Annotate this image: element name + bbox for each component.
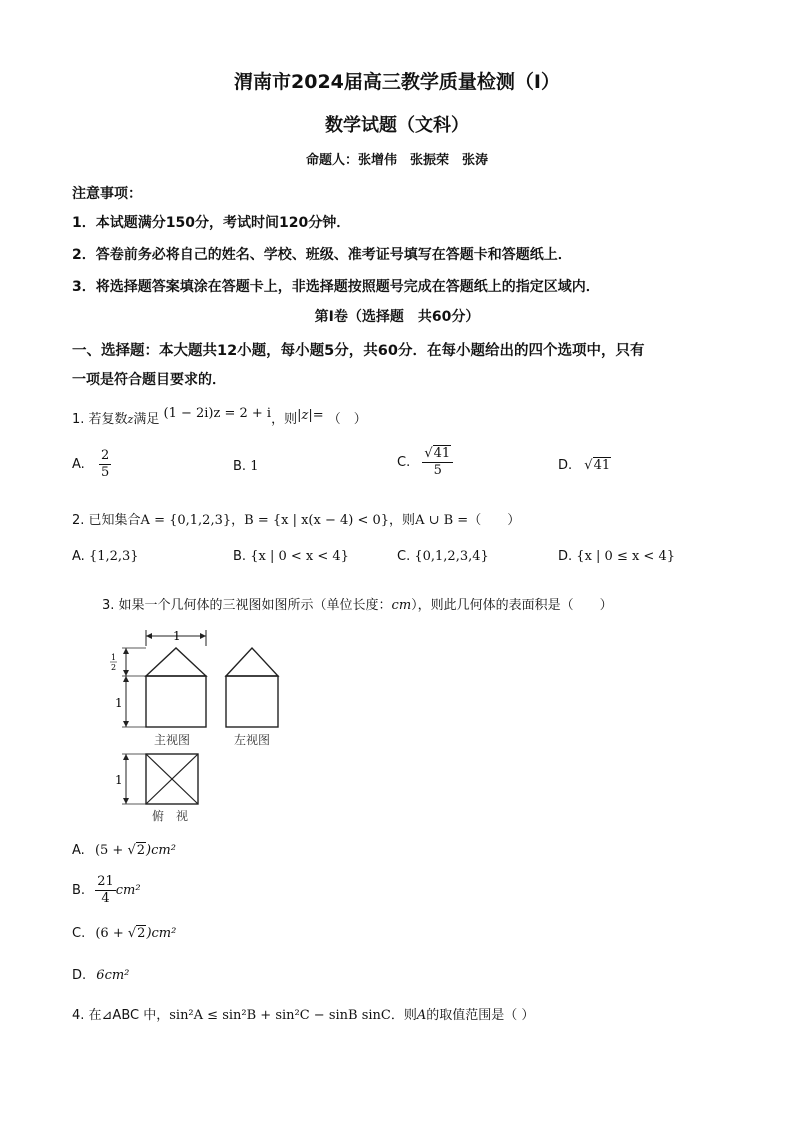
q4-prefix: 4. 在⊿ABC 中， bbox=[72, 1008, 170, 1023]
option-label: D. bbox=[72, 968, 87, 983]
q3-unit: cm bbox=[391, 598, 412, 613]
left-view-roof bbox=[226, 648, 278, 676]
option-value: {x | 0 < x < 4} bbox=[250, 549, 349, 564]
option-value bbox=[95, 926, 176, 941]
expr-part: )cm² bbox=[146, 926, 177, 941]
radicand: 2 bbox=[137, 926, 146, 941]
option-label: B. bbox=[233, 549, 247, 564]
q1-paren: （ ） bbox=[327, 412, 367, 427]
q1-option-a bbox=[72, 448, 111, 481]
option-value bbox=[95, 843, 176, 858]
dim-top-label: 1 bbox=[173, 629, 181, 643]
option-label: C. bbox=[397, 549, 411, 564]
q4-tail: ．则 bbox=[390, 1008, 417, 1023]
q2-tail: ，则 bbox=[389, 513, 416, 528]
q2-union: A ∪ B = bbox=[415, 513, 469, 528]
q4-expr: sin²A ≤ sin²B + sin²C − sinB sinC bbox=[169, 1008, 391, 1023]
exam-title: 渭南市2024届高三教学质量检测（Ⅰ） bbox=[234, 71, 560, 93]
q2-option-d bbox=[558, 549, 675, 564]
q1-option-d bbox=[558, 458, 611, 473]
exam-subject: 数学试题（文科） bbox=[325, 115, 469, 136]
dim-side-label: 1 bbox=[115, 696, 123, 710]
note-item: 3．将选择题答案填涂在答题卡上，非选择题按照题号完成在答题纸上的指定区域内． bbox=[72, 279, 600, 295]
q2-sep: ， bbox=[231, 513, 245, 528]
arrow-head bbox=[123, 798, 129, 804]
expr-part: )cm² bbox=[146, 843, 176, 858]
arrow-head bbox=[123, 721, 129, 727]
q2-option-c bbox=[397, 549, 489, 564]
denominator: 4 bbox=[101, 891, 110, 906]
q3-text: 3. 如果一个几何体的三视图如图所示（单位长度： bbox=[102, 598, 392, 613]
q4-var: A bbox=[416, 1008, 427, 1023]
q2-set-a: A = {0,1,2,3} bbox=[140, 513, 232, 528]
fraction bbox=[422, 446, 453, 479]
arrow-head bbox=[123, 676, 129, 682]
numerator: 21 bbox=[97, 874, 114, 889]
radicand: 2 bbox=[136, 843, 146, 858]
arrow-head bbox=[123, 754, 129, 760]
q3-option-a bbox=[72, 843, 176, 858]
left-view-body bbox=[226, 676, 278, 727]
option-label: D. bbox=[558, 549, 573, 564]
numerator: 2 bbox=[100, 448, 110, 463]
expr-part: (5 + bbox=[94, 843, 128, 858]
dim-bottom-label: 1 bbox=[115, 773, 123, 787]
fraction bbox=[99, 448, 111, 481]
option-value: 1 bbox=[250, 459, 259, 474]
section-title: 第Ⅰ卷（选择题 共60分） bbox=[314, 309, 480, 325]
question-2-stem bbox=[72, 509, 520, 528]
option-value: 6cm² bbox=[96, 968, 130, 983]
option-label: A. bbox=[72, 457, 85, 472]
three-view-figure bbox=[100, 626, 300, 826]
option-label: A. bbox=[72, 843, 85, 858]
q2-set-b: B = {x | x(x − 4) < 0} bbox=[244, 513, 390, 528]
q1-equation: (1 − 2i)z = 2 + i bbox=[163, 406, 272, 421]
exam-authors: 命题人：张增伟 张振荣 张涛 bbox=[305, 153, 488, 168]
q2-prefix: 2. 已知集合 bbox=[72, 513, 141, 528]
q1-option-b bbox=[233, 459, 258, 474]
option-value: {1,2,3} bbox=[88, 549, 139, 564]
section-instruction: 一、选择题：本大题共12小题，每小题5分，共60分．在每小题给出的四个选项中，只有 bbox=[72, 343, 645, 359]
option-label: B. bbox=[72, 883, 86, 898]
arrow-head bbox=[123, 648, 129, 654]
q2-paren: （ ） bbox=[468, 513, 521, 528]
option-label: D. bbox=[558, 458, 573, 473]
option-label: B. bbox=[233, 459, 247, 474]
front-view-body bbox=[146, 676, 206, 727]
q3-option-b bbox=[72, 874, 141, 907]
front-view-roof bbox=[146, 648, 206, 676]
dim-half-num: 1 bbox=[111, 653, 117, 662]
q3-option-c bbox=[72, 926, 176, 941]
sqrt-expr: √41 bbox=[584, 458, 611, 473]
section-instruction: 一项是符合题目要求的． bbox=[72, 372, 226, 388]
q2-option-a bbox=[72, 549, 139, 564]
radicand: 41 bbox=[593, 458, 611, 473]
numerator: √41 bbox=[422, 446, 453, 463]
question-3-stem bbox=[102, 594, 613, 613]
q1-abs: |z|= bbox=[297, 408, 324, 423]
unit: cm² bbox=[115, 883, 141, 898]
label-front-view: 主视图 bbox=[154, 733, 191, 747]
q1-prefix: 1. 若复数 bbox=[72, 412, 128, 427]
arrow-head bbox=[146, 633, 152, 639]
q3-tail: ），则此几何体的表面积是（ ） bbox=[411, 598, 613, 613]
option-value: {0,1,2,3,4} bbox=[414, 549, 489, 564]
option-label: C. bbox=[72, 926, 86, 941]
q4-end: 的取值范围是（ ） bbox=[426, 1008, 535, 1023]
arrow-head bbox=[123, 670, 129, 676]
option-label: A. bbox=[72, 549, 85, 564]
option-value: {x | 0 ≤ x < 4} bbox=[576, 549, 676, 564]
question-1-stem bbox=[72, 408, 367, 427]
q2-option-b bbox=[233, 549, 349, 564]
label-top-view: 俯 视 bbox=[152, 809, 189, 823]
fraction bbox=[95, 874, 116, 907]
denominator: 5 bbox=[100, 465, 110, 480]
q1-option-c bbox=[397, 446, 453, 479]
note-item: 2．答卷前务必将自己的姓名、学校、班级、准考证号填写在答题卡和答题纸上． bbox=[72, 247, 572, 263]
note-item: 1．本试题满分150分，考试时间120分钟． bbox=[72, 215, 351, 231]
dim-half-den: 2 bbox=[111, 663, 117, 672]
expr-part: (6 + bbox=[95, 926, 128, 941]
notes-heading: 注意事项： bbox=[72, 186, 142, 202]
q1-middle: 满足 bbox=[133, 412, 160, 427]
sqrt-expr: √2 bbox=[127, 926, 146, 941]
question-4-stem bbox=[72, 1004, 534, 1023]
label-left-view: 左视图 bbox=[234, 733, 271, 747]
arrow-head bbox=[200, 633, 206, 639]
sqrt-expr: √2 bbox=[127, 843, 146, 858]
q1-tail: ，则 bbox=[271, 412, 298, 427]
q3-option-d bbox=[72, 968, 129, 983]
option-label: C. bbox=[397, 455, 411, 470]
denominator: 5 bbox=[433, 463, 442, 478]
radicand: 41 bbox=[433, 446, 451, 461]
q1-z: z bbox=[127, 413, 134, 426]
